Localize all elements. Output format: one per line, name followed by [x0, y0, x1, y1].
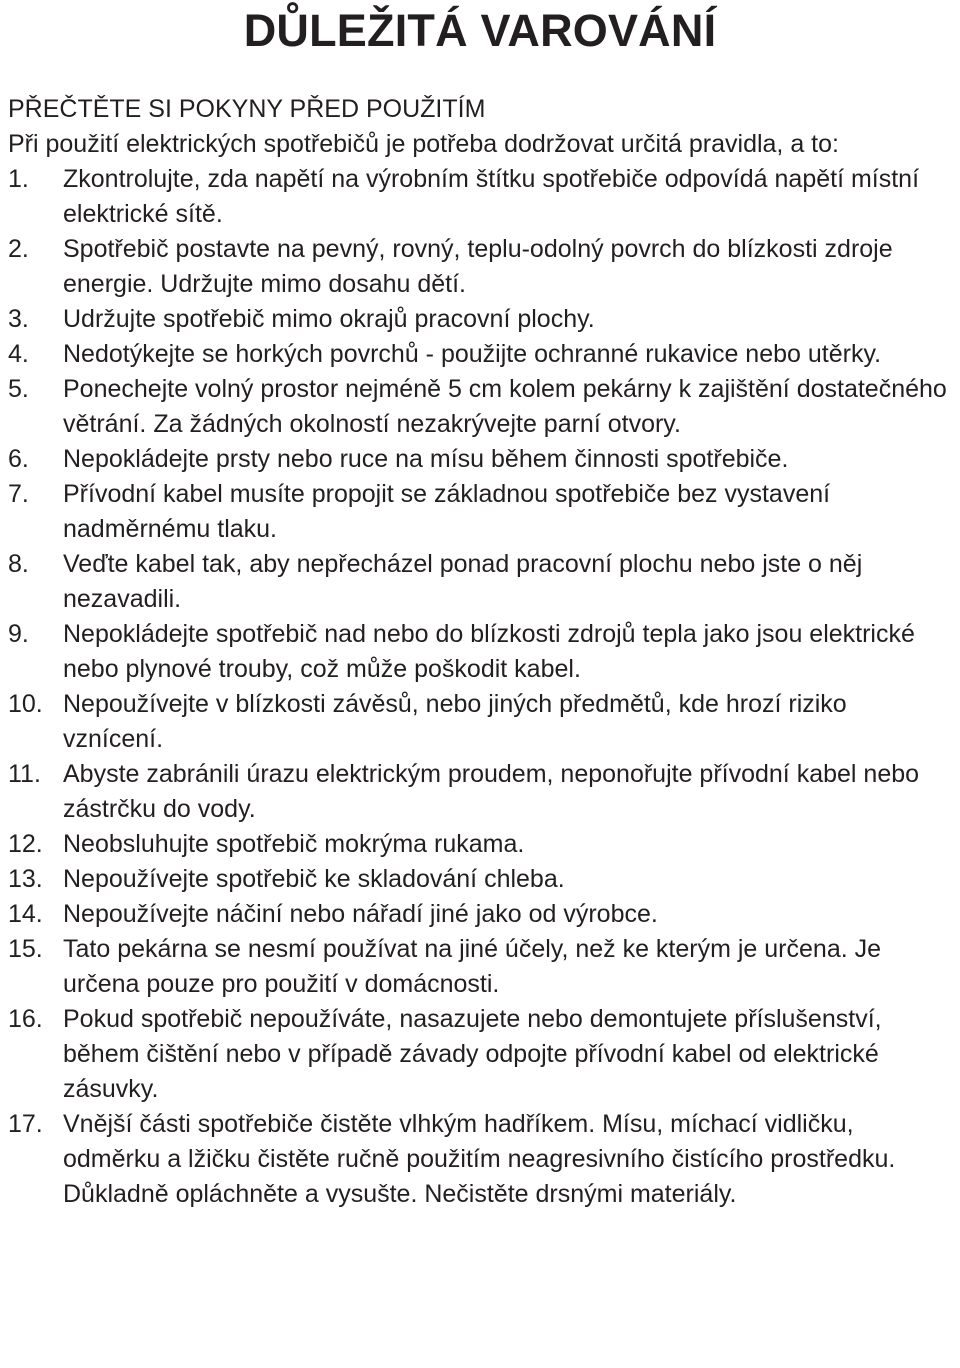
list-item	[8, 617, 952, 687]
list-item-number: 15.	[8, 935, 43, 963]
list-item	[8, 162, 952, 232]
list-item	[8, 1002, 952, 1107]
list-item-number: 3.	[8, 305, 29, 333]
list-item-number: 4.	[8, 340, 29, 368]
list-item-number: 14.	[8, 900, 43, 928]
list-item	[8, 827, 952, 862]
list-item-number: 13.	[8, 865, 43, 893]
list-item	[8, 757, 952, 827]
list-item	[8, 1107, 952, 1212]
list-item-number: 9.	[8, 620, 29, 648]
warning-list	[8, 162, 952, 1212]
list-item-text: Nepoužívejte v blízkosti závěsů, nebo jiných předmětů, kde hrozí riziko vznícení.	[63, 690, 847, 753]
list-item	[8, 372, 952, 442]
list-item	[8, 337, 952, 372]
list-item	[8, 932, 952, 1002]
list-item	[8, 302, 952, 337]
list-item-text: Neobsluhujte spotřebič mokrýma rukama.	[63, 830, 525, 858]
list-item-text: Tato pekárna se nesmí používat na jiné účely, než ke kterým je určena. Je určena pouze pro použití v domácnosti.	[63, 935, 882, 998]
list-item-number: 17.	[8, 1110, 43, 1138]
list-item-text: Udržujte spotřebič mimo okrajů pracovní plochy.	[63, 305, 595, 333]
list-item-number: 16.	[8, 1005, 43, 1033]
section-heading: PŘEČTĚTE SI POKYNY PŘED POUŽITÍM	[8, 95, 486, 123]
list-item-number: 7.	[8, 480, 29, 508]
list-item-text: Pokud spotřebič nepoužíváte, nasazujete nebo demontujete příslušenství, během čištění nebo v případě závady odpojte přívodní kabel od elektrické zásuvky.	[63, 1005, 882, 1103]
page-title: DŮLEŽITÁ VAROVÁNÍ	[243, 5, 717, 56]
intro-paragraph: Při použití elektrických spotřebičů je potřeba dodržovat určitá pravidla, a to:	[8, 130, 839, 158]
list-item-text: Nepoužívejte náčiní nebo nářadí jiné jako od výrobce.	[63, 900, 658, 928]
list-item-text: Veďte kabel tak, aby nepřecházel ponad pracovní plochu nebo jste o něj nezavadili.	[63, 550, 863, 613]
list-item-number: 6.	[8, 445, 29, 473]
list-item-text: Vnější části spotřebiče čistěte vlhkým hadříkem. Mísu, míchací vidličku, odměrku a lžičku čistěte ručně použitím neagresivního čistícího prostředku. Důkladně opláchněte a vysušte. Nečistěte drsnými materiály.	[63, 1110, 896, 1208]
list-item	[8, 477, 952, 547]
list-item-number: 12.	[8, 830, 43, 858]
list-item	[8, 547, 952, 617]
list-item-number: 8.	[8, 550, 29, 578]
list-item-text: Zkontrolujte, zda napětí na výrobním štítku spotřebiče odpovídá napětí místní elektrické sítě.	[63, 165, 920, 228]
list-item-text: Přívodní kabel musíte propojit se základnou spotřebiče bez vystavení nadměrnému tlaku.	[63, 480, 831, 543]
list-item	[8, 442, 952, 477]
list-item-text: Nepokládejte spotřebič nad nebo do blízkosti zdrojů tepla jako jsou elektrické nebo plynové trouby, což může poškodit kabel.	[63, 620, 915, 683]
list-item-text: Abyste zabránili úrazu elektrickým proudem, neponořujte přívodní kabel nebo zástrčku do vody.	[63, 760, 920, 823]
list-item-number: 1.	[8, 165, 29, 193]
list-item-number: 10.	[8, 690, 43, 718]
list-item-text: Nepoužívejte spotřebič ke skladování chleba.	[63, 865, 565, 893]
list-item-text: Spotřebič postavte na pevný, rovný, teplu-odolný povrch do blízkosti zdroje energie. Udržujte mimo dosahu dětí.	[63, 235, 893, 298]
list-item	[8, 862, 952, 897]
list-item-number: 11.	[8, 760, 41, 788]
list-item	[8, 232, 952, 302]
list-item-number: 5.	[8, 375, 29, 403]
list-item-text: Nedotýkejte se horkých povrchů - použijte ochranné rukavice nebo utěrky.	[63, 340, 882, 368]
list-item	[8, 897, 952, 932]
list-item-text: Nepokládejte prsty nebo ruce na mísu během činnosti spotřebiče.	[63, 445, 789, 473]
list-item	[8, 687, 952, 757]
list-item-text: Ponechejte volný prostor nejméně 5 cm kolem pekárny k zajištění dostatečného větrání. Za žádných okolností nezakrývejte parní otvory.	[63, 375, 947, 438]
list-item-number: 2.	[8, 235, 29, 263]
